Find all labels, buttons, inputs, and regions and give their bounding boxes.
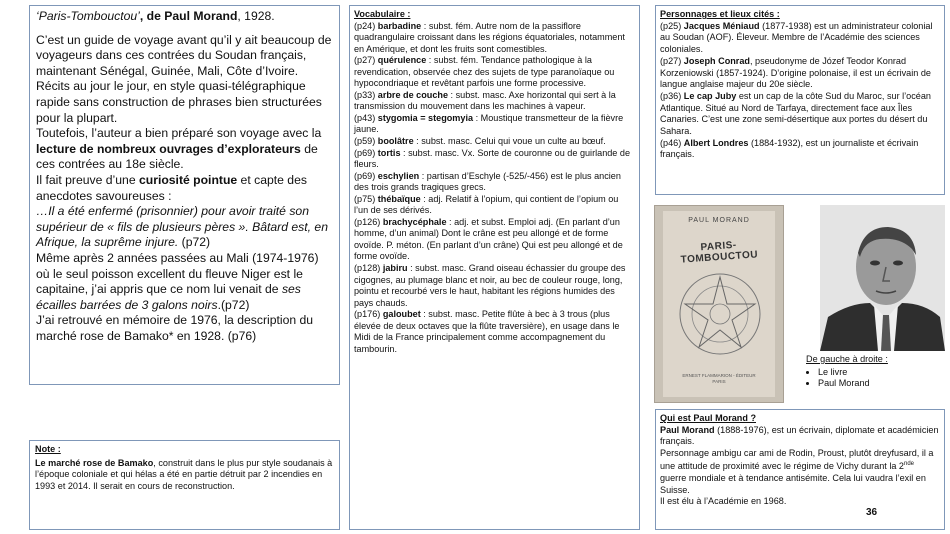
person-text: (1877-1938) est un administrateur colonial au Soudan (AOF). Éleveur. Membre de l’Académie des sciences coloniales. xyxy=(660,20,933,55)
person-text: est un cap de la côte Sud du Maroc, sur l’océan Atlantique. Situé au Nord de Tarfaya, directement face aux Îles Canaries. C’est une zone semi-désertique aux portes du désert du Sahara. xyxy=(660,90,931,137)
p3-end: de ces contrées au 18e siècle. xyxy=(36,141,318,172)
title-year: , 1928. xyxy=(237,9,275,23)
vocab-definition: : subst. masc. Celui qui voue un culte au bœuf. xyxy=(413,136,606,147)
who-p2a: Personnage ambigu car ami de Rodin, Proust, plutôt dreyfusard, il a une attitude de proximité avec le régime de Vichy durant la 2 xyxy=(660,447,934,472)
p6-italic: ses écailles barrées de 3 galons noirs xyxy=(36,282,301,312)
person-entry xyxy=(660,138,940,161)
vocab-term: arbre de couche xyxy=(377,89,449,100)
who-paragraph-2 xyxy=(660,448,940,496)
p5-ref: (p72) xyxy=(178,235,211,250)
vocabulary-entry xyxy=(354,263,635,309)
p4-bold: curiosité pointue xyxy=(138,172,238,187)
who-p1: (1888-1976), est un écrivain, diplomate et académicien français. xyxy=(660,424,939,447)
vocab-definition: : subst. fém. Autre nom de la passiflore quadrangulaire croissant dans les régions équatoriales, notamment en Amérique, et dont les fruits sont comestibles. xyxy=(354,20,625,54)
vocabulary-entry xyxy=(354,55,635,90)
p4-text: Il fait preuve d’une xyxy=(36,172,139,187)
who-is-box xyxy=(655,409,945,530)
persons-list xyxy=(660,21,940,161)
portrait-photo xyxy=(820,205,945,351)
p5-quote: …Il a été enfermé (prisonnier) pour avoir traité son supérieur de « fils de plusieurs pères ». Bâtard est, en Afrique, la suprême injure. xyxy=(36,204,328,250)
vocab-term: barbadine xyxy=(377,20,422,31)
note-body: , construit dans le plus pur style soudanais à l’époque coloniale et qui hélas a été en partie détruit par 2 incendies en 1993 et 2014. Il serait en cours de reconstruction. xyxy=(35,457,333,491)
book-cover-author: PAUL MORAND xyxy=(688,217,750,224)
vocab-definition: : partisan d’Eschyle (-525/-456) est le plus ancien des trois grands tragiques grecs. xyxy=(354,170,621,193)
main-title xyxy=(36,9,333,25)
vocab-ref: (p33) xyxy=(354,89,378,100)
who-p2-sup: nde xyxy=(904,461,915,468)
p4-end: et capte des anecdotes savoureuses : xyxy=(36,172,307,203)
vocabulary-entry xyxy=(354,90,635,113)
main-paragraph-7: J’ai retrouvé en mémoire de 1976, la description du marché rose de Bamako* en 1928. (p76) xyxy=(36,313,314,343)
publisher-name: ERNEST FLAMMARION - ÉDITEUR xyxy=(682,373,756,378)
vocab-term: thébaïque xyxy=(377,193,421,204)
person-entry xyxy=(660,91,940,138)
vocab-definition: : subst. fém. Tendance pathologique à la revendication, observée chez des sujets de type paranoïaque ou hypocondriaque et revêtant parfois une forme processive. xyxy=(354,55,615,89)
vocab-ref: (p43) xyxy=(354,112,378,123)
vocabulary-entry xyxy=(354,21,635,56)
book-cover-image xyxy=(654,205,784,403)
vocab-term: tortis xyxy=(377,147,401,158)
vocab-term: boolâtre xyxy=(377,136,414,147)
caption-list xyxy=(806,367,888,390)
book-cover-title: PARIS-TOMBOUCTOU xyxy=(680,239,759,266)
vocab-ref: (p24) xyxy=(354,20,378,31)
vocab-ref: (p69) xyxy=(354,147,378,158)
vocabulary-box xyxy=(349,5,640,530)
vocab-ref: (p176) xyxy=(354,309,383,320)
person-name: Joseph Conrad xyxy=(683,55,750,66)
note-heading: Note : xyxy=(35,444,61,454)
vocabulary-list xyxy=(354,21,635,356)
caption-item: • Le livre xyxy=(818,367,888,379)
star-emblem-icon xyxy=(663,259,777,369)
who-heading: Qui est Paul Morand ? xyxy=(660,413,756,423)
caption-heading: De gauche à droite : xyxy=(806,354,888,364)
person-ref: (p25) xyxy=(660,20,684,31)
page-number: 36 xyxy=(866,507,878,518)
vocabulary-entry xyxy=(354,309,635,355)
who-paragraph-1 xyxy=(660,425,940,448)
vocabulary-entry xyxy=(354,136,635,148)
persons-heading: Personnages et lieux cités : xyxy=(660,9,780,19)
main-paragraph-6 xyxy=(36,251,333,313)
person-text: (1884-1932), est un journaliste et écrivain français. xyxy=(660,137,919,160)
main-paragraph-4 xyxy=(36,173,333,204)
vocab-definition: : subst. masc. Vx. Sorte de couronne ou de guirlande de fleurs. xyxy=(354,147,631,170)
person-ref: (p46) xyxy=(660,137,684,148)
who-name: Paul Morand xyxy=(660,424,715,435)
note-text xyxy=(35,458,334,493)
person-name: Jacques Méniaud xyxy=(683,20,760,31)
publisher-city: PARIS xyxy=(712,379,726,384)
person-entry xyxy=(660,56,940,91)
vocabulary-entry xyxy=(354,113,635,136)
vocab-term: quérulence xyxy=(377,55,427,66)
p3-text: Toutefois, l’auteur a bien préparé son voyage avec la xyxy=(36,126,322,141)
vocabulary-entry xyxy=(354,171,635,194)
vocab-term: galoubet xyxy=(382,309,421,320)
vocab-term: brachycéphale xyxy=(382,216,447,227)
note-bold: Le marché rose de Bamako xyxy=(35,457,154,468)
main-text-box xyxy=(29,5,340,385)
image-caption xyxy=(806,354,888,390)
vocab-term: eschylien xyxy=(377,170,420,181)
person-name: Albert Londres xyxy=(683,137,749,148)
main-paragraph-2: Récits au jour le jour, en style quasi-télégraphique rapide sans construction de phrases bien structurées pour la plupart. xyxy=(36,79,322,125)
vocab-ref: (p59) xyxy=(354,136,378,147)
vocab-term: stygomia = stegomyia xyxy=(377,112,474,123)
vocab-definition: : adj. et subst. Emploi adj. (En parlant d’un homme, d’un animal) Dont le crâne est peu allongé et de forme ovoïde. P. méton. (En parlant d’un crâne) Qui est peu allongé et de forme ovoïde. xyxy=(354,216,623,262)
person-entry xyxy=(660,21,940,56)
vocab-definition: : subst. masc. Axe horizontal qui sert à la transmission du mouvement dans les machines à vapeur. xyxy=(354,89,616,112)
note-box xyxy=(29,440,340,530)
man-portrait-icon xyxy=(820,205,945,351)
p6-end: .(p72) xyxy=(217,297,250,312)
title-author: , de Paul Morand xyxy=(139,9,238,23)
person-ref: (p36) xyxy=(660,90,684,101)
vocab-ref: (p69) xyxy=(354,170,378,181)
vocab-ref: (p126) xyxy=(354,216,383,227)
caption-item: • Paul Morand xyxy=(818,378,888,390)
persons-box xyxy=(655,5,945,195)
book-title: ‘Paris-Tombouctou’ xyxy=(36,9,140,23)
vocab-ref: (p128) xyxy=(354,263,383,274)
vocab-ref: (p75) xyxy=(354,193,378,204)
person-name: Le cap Juby xyxy=(683,90,737,101)
vocabulary-entry xyxy=(354,148,635,171)
vocab-definition: : subst. masc. Grand oiseau échassier du groupe des cigognes, au plumage blanc et noir, au bec de couleur rouge, long, pointu et recourbé vers le haut, habitant les régions humides des pays chauds. xyxy=(354,263,626,308)
who-p2b: guerre mondiale et à tendance antisémite. Cela lui vaudra l’exil en Suisse. xyxy=(660,473,926,495)
main-paragraph-1: C’est un guide de voyage avant qu’il y ait beaucoup de voyageurs dans ces contrées du Soudan français, maintenant Sénégal, Guinée, Mali, Côte d’Ivoire. xyxy=(36,32,332,78)
vocab-ref: (p27) xyxy=(354,55,378,66)
book-cover-publisher xyxy=(663,373,775,385)
p3-bold: lecture de nombreux ouvrages d’explorateurs xyxy=(36,141,301,156)
vocab-term: jabiru xyxy=(382,263,408,274)
vocab-definition: : subst. masc. Petite flûte à bec à 3 trous (plus élevée de deux octaves que la flûte traversière), en usage dans le Midi de la France principalement comme accompagnement du tambourin. xyxy=(354,309,620,354)
p6-text: Même après 2 années passées au Mali (1974-1976) où le seul poisson excellent du fleuve Niger est le capitaine, j’ai appris que ce nom lui venait de xyxy=(36,250,319,297)
main-paragraph-5 xyxy=(36,204,333,251)
main-paragraph-3 xyxy=(36,126,333,173)
vocabulary-entry xyxy=(354,217,635,263)
vocabulary-heading: Vocabulaire : xyxy=(354,9,411,19)
who-paragraph-3: Il est élu à l’Académie en 1968. xyxy=(660,496,787,507)
person-text: , pseudonyme de Józef Teodor Konrad Korzeniowski (1857-1924). D’origine polonaise, il est un écrivain de langue anglaise majeur du 20e siècle. xyxy=(660,55,931,90)
person-ref: (p27) xyxy=(660,55,684,66)
vocab-definition: : Moustique transmetteur de la fièvre jaune. xyxy=(354,112,624,135)
vocab-definition: : adj. Relatif à l’opium, qui contient de l’opium ou l’un de ses dérivés. xyxy=(354,193,619,216)
vocabulary-entry xyxy=(354,194,635,217)
